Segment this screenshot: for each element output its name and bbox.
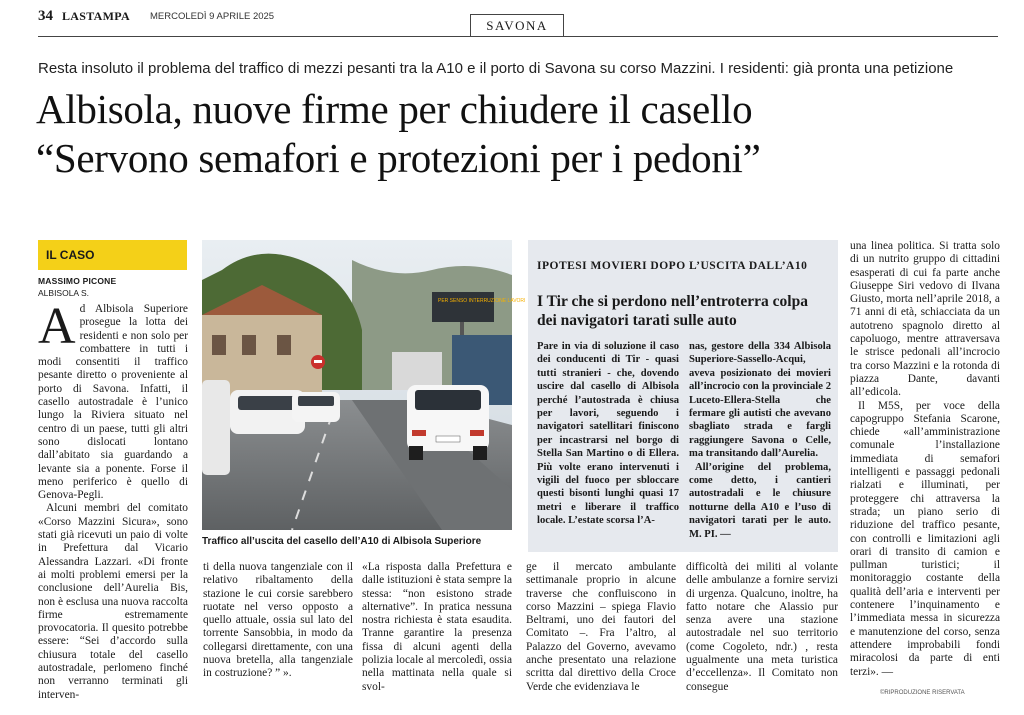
article-column-4: ge il mercato ambulante settimanale proprio in alcune traverse che confluiscono in corso Mazzini – spiega Flavio Beltrami, uno dei fautori del Comitato –. Fra l’altro, al Palazzo del Governo, avevamo anche presentato una relazione scritta dal direttivo della Croce Verde che evidenziava le: [526, 561, 676, 693]
paragraph: Alcuni membri del comitato «Corso Mazzini Sicura», sono stati già ricevuti un paio di volte in Prefettura dal Vicario Alessandra Lazzari. «Di fronte ai molti problemi emersi per la conclusione dell’Aurelia Bis, non è esclusa una nuova raccolta firme estremamente provocatoria. Il quesito potrebbe essere: “Sei d’accordo sulla chiusura totale del casello autostradale, perlomeno finché non verranno terminati gli interven-: [38, 502, 188, 701]
paragraph: Il M5S, per voce della capogruppo Stefania Scarone, chiede «all’amministrazione comunale l’installazione immediata di semafori intelligenti e passaggi pedonali rialzati e illuminati, per proteggere chi attraversa la strada; un piano serio di riduzione del traffico pesante, con controlli e limitazioni agli orari di transito di camion e pullman turistici; il monitoraggio costante della qualità dell’aria e interventi per contenere l’inquinamento e l’immediata messa in sicurezza e manutenzione del corso, senza attendere improbabili fondi miracolosi da parte di enti terzi». —: [850, 399, 1000, 678]
paragraph: All’origine del problema, come detto, i cantieri autostradali e le chiusure notturne della A10 e l’uso di navigatori tarati per le auto. M. PI. —: [689, 461, 831, 540]
dateline-place: ALBISOLA S.: [38, 288, 90, 298]
article-column-3: «La risposta dalla Prefettura e dalle istituzioni è stata sempre la stessa: “non esistono strade alternative”. In pratica nessuna nostra richiesta è stata esaudita. Tranne garantire la presenza fissa di alcuni agenti della polizia locale al mercoledì, ossia nella mattinata nella quale si svol-: [362, 561, 512, 693]
drop-cap: A: [38, 298, 76, 355]
traffic-photo-image: [202, 240, 526, 530]
article-photo: [202, 240, 526, 530]
article-kicker: Resta insoluto il problema del traffico di mezzi pesanti tra la A10 e il porto di Savona su corso Mazzini. I residenti: già pronta una petizione: [38, 60, 954, 77]
paragraph: una linea politica. Si tratta solo di un nutrito gruppo di cittadini esasperati di cui fa parte anche Giuseppe Siri vedovo di Ilvana Giusto, morta nell’aprile 2018, a 71 anni di età, schiacciata da un autotreno spagnolo diretto al capoluogo, mentre attraversava le strisce pedonali all’incrocio tra corso Mazzini e la rotonda di piazza Dante, davanti all’edicola.: [850, 240, 1000, 399]
page-number: 34: [38, 8, 53, 24]
header-rule: [38, 36, 998, 37]
sidebar-title: I Tir che si perdono nell’entroterra colpa dei navigatori tarati sulle auto: [537, 293, 808, 329]
article-column-2: ti della nuova tangenziale con il relativo ribaltamento della stazione le cui corsie sarebbero ruotate nel verso opposto a quello attuale, ossia sul lato del torrente Sansobbia, in modo da collegarsi direttamente, con una nuova bretella, alla tangenziale in costruzione? ” ».: [203, 561, 353, 680]
headline-line-1: Albisola, nuove firme per chiudere il casello: [36, 86, 753, 132]
issue-date: MERCOLEDÌ 9 APRILE 2025: [150, 11, 275, 22]
paragraph: d Albisola Superiore prosegue la lotta dei residenti e non solo per combattere in tutti i modi consentiti il traffico pesante diretto o proveniente al porto di Savona. Infatti, il casello autostradale è l’unico lungo la Riviera situato nel centro di un paese, tutti gli altri sono dislocati lontano dall’abitato sia guardando a levante sia a ponente. Forse il meno periferico è quello di Genova-Pegli.: [38, 303, 188, 502]
masthead-logo: LASTAMPA: [62, 9, 130, 23]
paragraph: nas, gestore della 334 Albisola Superiore-Sassello-Acqui, aveva posizionato dei movieri all’incrocio con la provinciale 2 Luceto-Ellera-Stella che fermare gli autisti che avevano sbagliato strada e fargli raggiungere Savona o Celle, ma transitando dall’Aurelia.: [689, 341, 831, 460]
article-column-5: difficoltà dei militi al volante delle ambulanze a fornire servizi di urgenza. Qualcuno, inoltre, ha fatto notare che Alassio pur senza avere una stazione autostradale nel suo territorio (come Cogoleto, ndr.) , resta ugualmente una meta turistica d’eccellenza». Il Comitato non consegue: [686, 561, 838, 693]
photo-caption: Traffico all’uscita del casello dell’A10 di Albisola Superiore: [202, 536, 482, 547]
article-label: IL CASO: [38, 240, 187, 270]
sidebar-column-2: [689, 340, 831, 541]
headline-line-2: “Servono semafori e protezioni per i pedoni”: [36, 135, 761, 181]
section-label: SAVONA: [470, 14, 564, 37]
sidebar-column-1: Pare in via di soluzione il caso dei conducenti di Tir - quasi tutti stranieri - che, dovendo uscire dal casello di Albisola perché l’autostrada è chiusa per lavori, seguendo i navigatori satellitari finiscono per incastrarsi nel borgo di Stella San Martino o di Ellera. Più volte erano intervenuti i vigili del fuoco per sbloccare questi bisonti lunghi quasi 17 metri e liberare il traffico locale. L’estate scorsa l’A-: [537, 341, 679, 527]
article-column-1: [38, 298, 188, 702]
sidebar-kicker: IPOTESI MOVIERI DOPO L’USCITA DALL’A10: [537, 260, 808, 272]
sign-text: PER SENSO INTERRUZIONE LAVORI: [438, 298, 526, 304]
author-byline: MASSIMO PICONE: [38, 276, 117, 286]
article-column-6: [850, 240, 1000, 679]
copyright-notice: ©RIPRODUZIONE RISERVATA: [880, 690, 965, 696]
